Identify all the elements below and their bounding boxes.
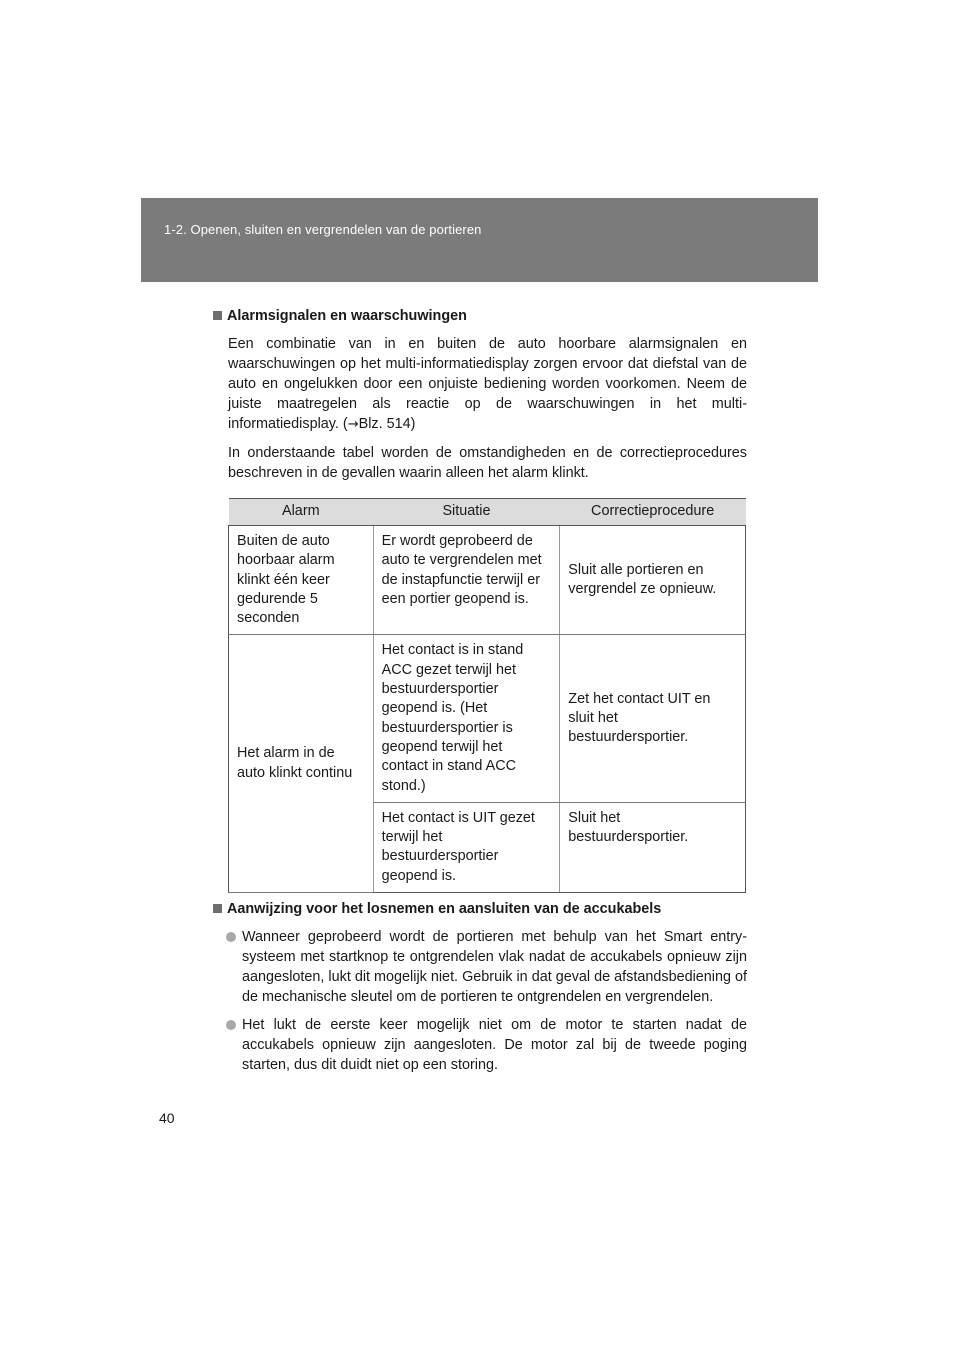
cell-procedure: Zet het contact UIT en sluit het bestuurdersportier. [560,635,746,802]
circle-bullet-icon [226,932,236,942]
cell-situation: Er wordt geprobeerd de auto te vergrendelen met de instapfunctie terwijl er een portier geopend is. [373,526,560,635]
section-heading-battery [212,899,747,919]
list-item-text: Wanneer geprobeerd wordt de portieren met behulp van het Smart entry-systeem met startknop te ontgrendelen vlak nadat de accukabels opnieuw zijn aangesloten, lukt dit mogelijk niet. Gebruik in dat geval de afstandsbediening of de mechanische sleutel om de portieren te ontgrendelen en vergrendelen. [242,929,747,1006]
circle-bullet-icon [226,1020,236,1030]
cell-alarm: Buiten de auto hoorbaar alarm klinkt één keer gedurende 5 seconden [229,526,374,635]
table-header-row [229,499,746,526]
cell-procedure: Sluit het bestuurdersportier. [560,802,746,892]
page-number: 40 [159,1110,175,1126]
alarm-table [228,498,746,893]
section-heading-text: Alarmsignalen en waarschuwingen [227,308,467,324]
chapter-title: 1-2. Openen, sluiten en vergrendelen van de portieren [164,222,482,237]
paragraph-table-intro: In onderstaande tabel worden de omstandigheden en de correctieprocedures beschreven in de gevallen waarin alleen het alarm klinkt. [228,445,747,481]
cell-situation: Het contact is in stand ACC gezet terwijl het bestuurdersportier geopend is. (Het bestuurdersportier is geopend terwijl het contact in stand ACC stond.) [373,635,560,802]
page-reference-link[interactable]: Blz. 514) [358,416,416,432]
table-row [229,635,746,802]
cell-alarm: Het alarm in de auto klinkt continu [229,635,374,893]
list-item-text: Het lukt de eerste keer mogelijk niet om de motor te starten nadat de accukabels opnieuw zijn aangesloten. De motor zal bij de tweede poging starten, dus dit duidt niet op een storing. [242,1017,747,1074]
arrow-right-icon: → [347,417,359,432]
square-bullet-icon [213,904,222,913]
column-header-procedure: Correctieprocedure [560,499,746,526]
square-bullet-icon [213,311,222,320]
cell-situation: Het contact is UIT gezet terwijl het bestuurdersportier geopend is. [373,802,560,892]
section-heading-text: Aanwijzing voor het losnemen en aansluiten van de accukabels [227,901,662,918]
list-item [212,1015,747,1075]
page-content [212,306,747,1083]
column-header-alarm: Alarm [229,499,374,526]
paragraph-text: Een combinatie van in en buiten de auto hoorbare alarmsignalen en waarschuwingen op het multi-informatiedisplay zorgen ervoor dat diefstal van de auto en ongelukken door een onjuiste bediening worden voorkomen. Neem de juiste maatregelen als reactie op de waarschuwingen in het multi-informatiedisplay. ( [228,336,747,432]
paragraph-alarm-intro [228,334,747,435]
column-header-situation: Situatie [373,499,560,526]
table-row [229,526,746,635]
chapter-header [141,198,818,282]
section-heading-alarm [212,306,747,326]
cell-procedure: Sluit alle portieren en vergrendel ze opnieuw. [560,526,746,635]
list-item [212,927,747,1007]
